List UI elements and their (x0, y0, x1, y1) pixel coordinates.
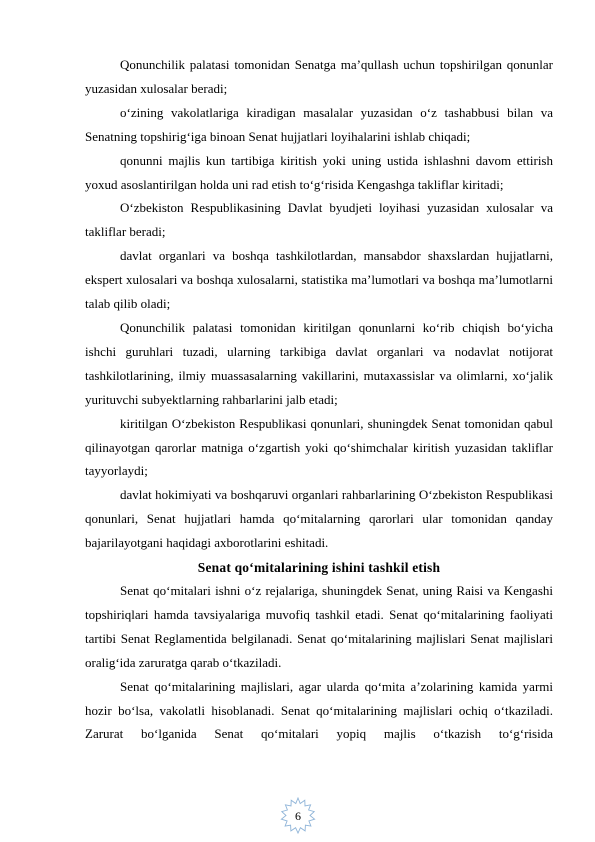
section-heading: Senat qoʻmitalarining ishini tashkil etish (197, 560, 441, 576)
paragraph: Qonunchilik palatasi tomonidan kiritilgan qonunlarni koʻrib chiqish boʻyicha ishchi guruhlari tuzadi, ularning tarkibiga davlat organlari va nodavlat notijorat tashkilotlarining, ilmiy muassasalarning vakillarini, mutaxassislar va olimlarni, xoʻjalik yurituvchi subyektlarning rahbarlarini jalb etadi; (85, 319, 553, 407)
paragraph: davlat organlari va boshqa tashkilotlardan, mansabdor shaxslardan hujjatlarni, ekspert xulosalari va boshqa xulosalarni, statistika maʼlumotlari va boshqa maʼlumotlarni talab qilib oladi; (85, 248, 553, 312)
paragraph: davlat hokimiyati va boshqaruvi organlari rahbarlarining Oʻzbekiston Respublikasi qonunlari, Senat hujjatlari hamda qoʻmitalarning qarorlari ular tomonidan qanday bajarilayotgani haqidagi axborotlarini eshitadi. (85, 487, 553, 551)
page-number: 6 (295, 809, 301, 823)
paragraph: Senat qoʻmitalari ishni oʻz rejalariga, shuningdek Senat, uning Raisi va Kengashi topshiriqlari hamda tavsiyalariga muvofiq tashkil etadi. Senat qoʻmitalarining faoliyati tartibi Senat Reglamentida belgilanadi. Senat qoʻmitalarining majlislari Senat majlislari oraligʻida zaruratga qarab oʻtkaziladi. (85, 583, 553, 670)
paragraph: kiritilgan Oʻzbekiston Respublikasi qonunlari, shuningdek Senat tomonidan qabul qilinayotgan qarorlar matniga oʻzgartish yoki qoʻshimchalar kiritish yuzasidan takliflar tayyorlaydi; (85, 415, 553, 479)
page-body (85, 53, 553, 746)
paragraph: qonunni majlis kun tartibiga kiritish yoki uning ustida ishlashni davom ettirish yoxud asoslantirilgan holda uni rad etish toʻgʻrisida Kengashga takliflar kiritadi; (85, 152, 553, 192)
paragraph: Qonunchilik palatasi tomonidan Senatga maʼqullash uchun topshirilgan qonunlar yuzasidan xulosalar beradi; (85, 57, 553, 96)
paragraph: oʻzining vakolatlariga kiradigan masalalar yuzasidan oʻz tashabbusi bilan va Senatning topshirigʻiga binoan Senat hujjatlari loyihalarini ishlab chiqadi; (85, 104, 553, 144)
paragraph: Oʻzbekiston Respublikasining Davlat byudjeti loyihasi yuzasidan xulosalar va takliflar beradi; (85, 200, 553, 240)
paragraph: Senat qoʻmitalarining majlislari, agar ularda qoʻmita aʼzolarining kamida yarmi hozir boʻlsa, vakolatli hisoblanadi. Senat qoʻmitalarining majlislari ochiq oʻtkaziladi. Zarurat boʻlganida Senat qoʻmitalari yopiq majlis oʻtkazish toʻgʻrisida (85, 678, 553, 742)
page-number-badge (279, 797, 317, 835)
